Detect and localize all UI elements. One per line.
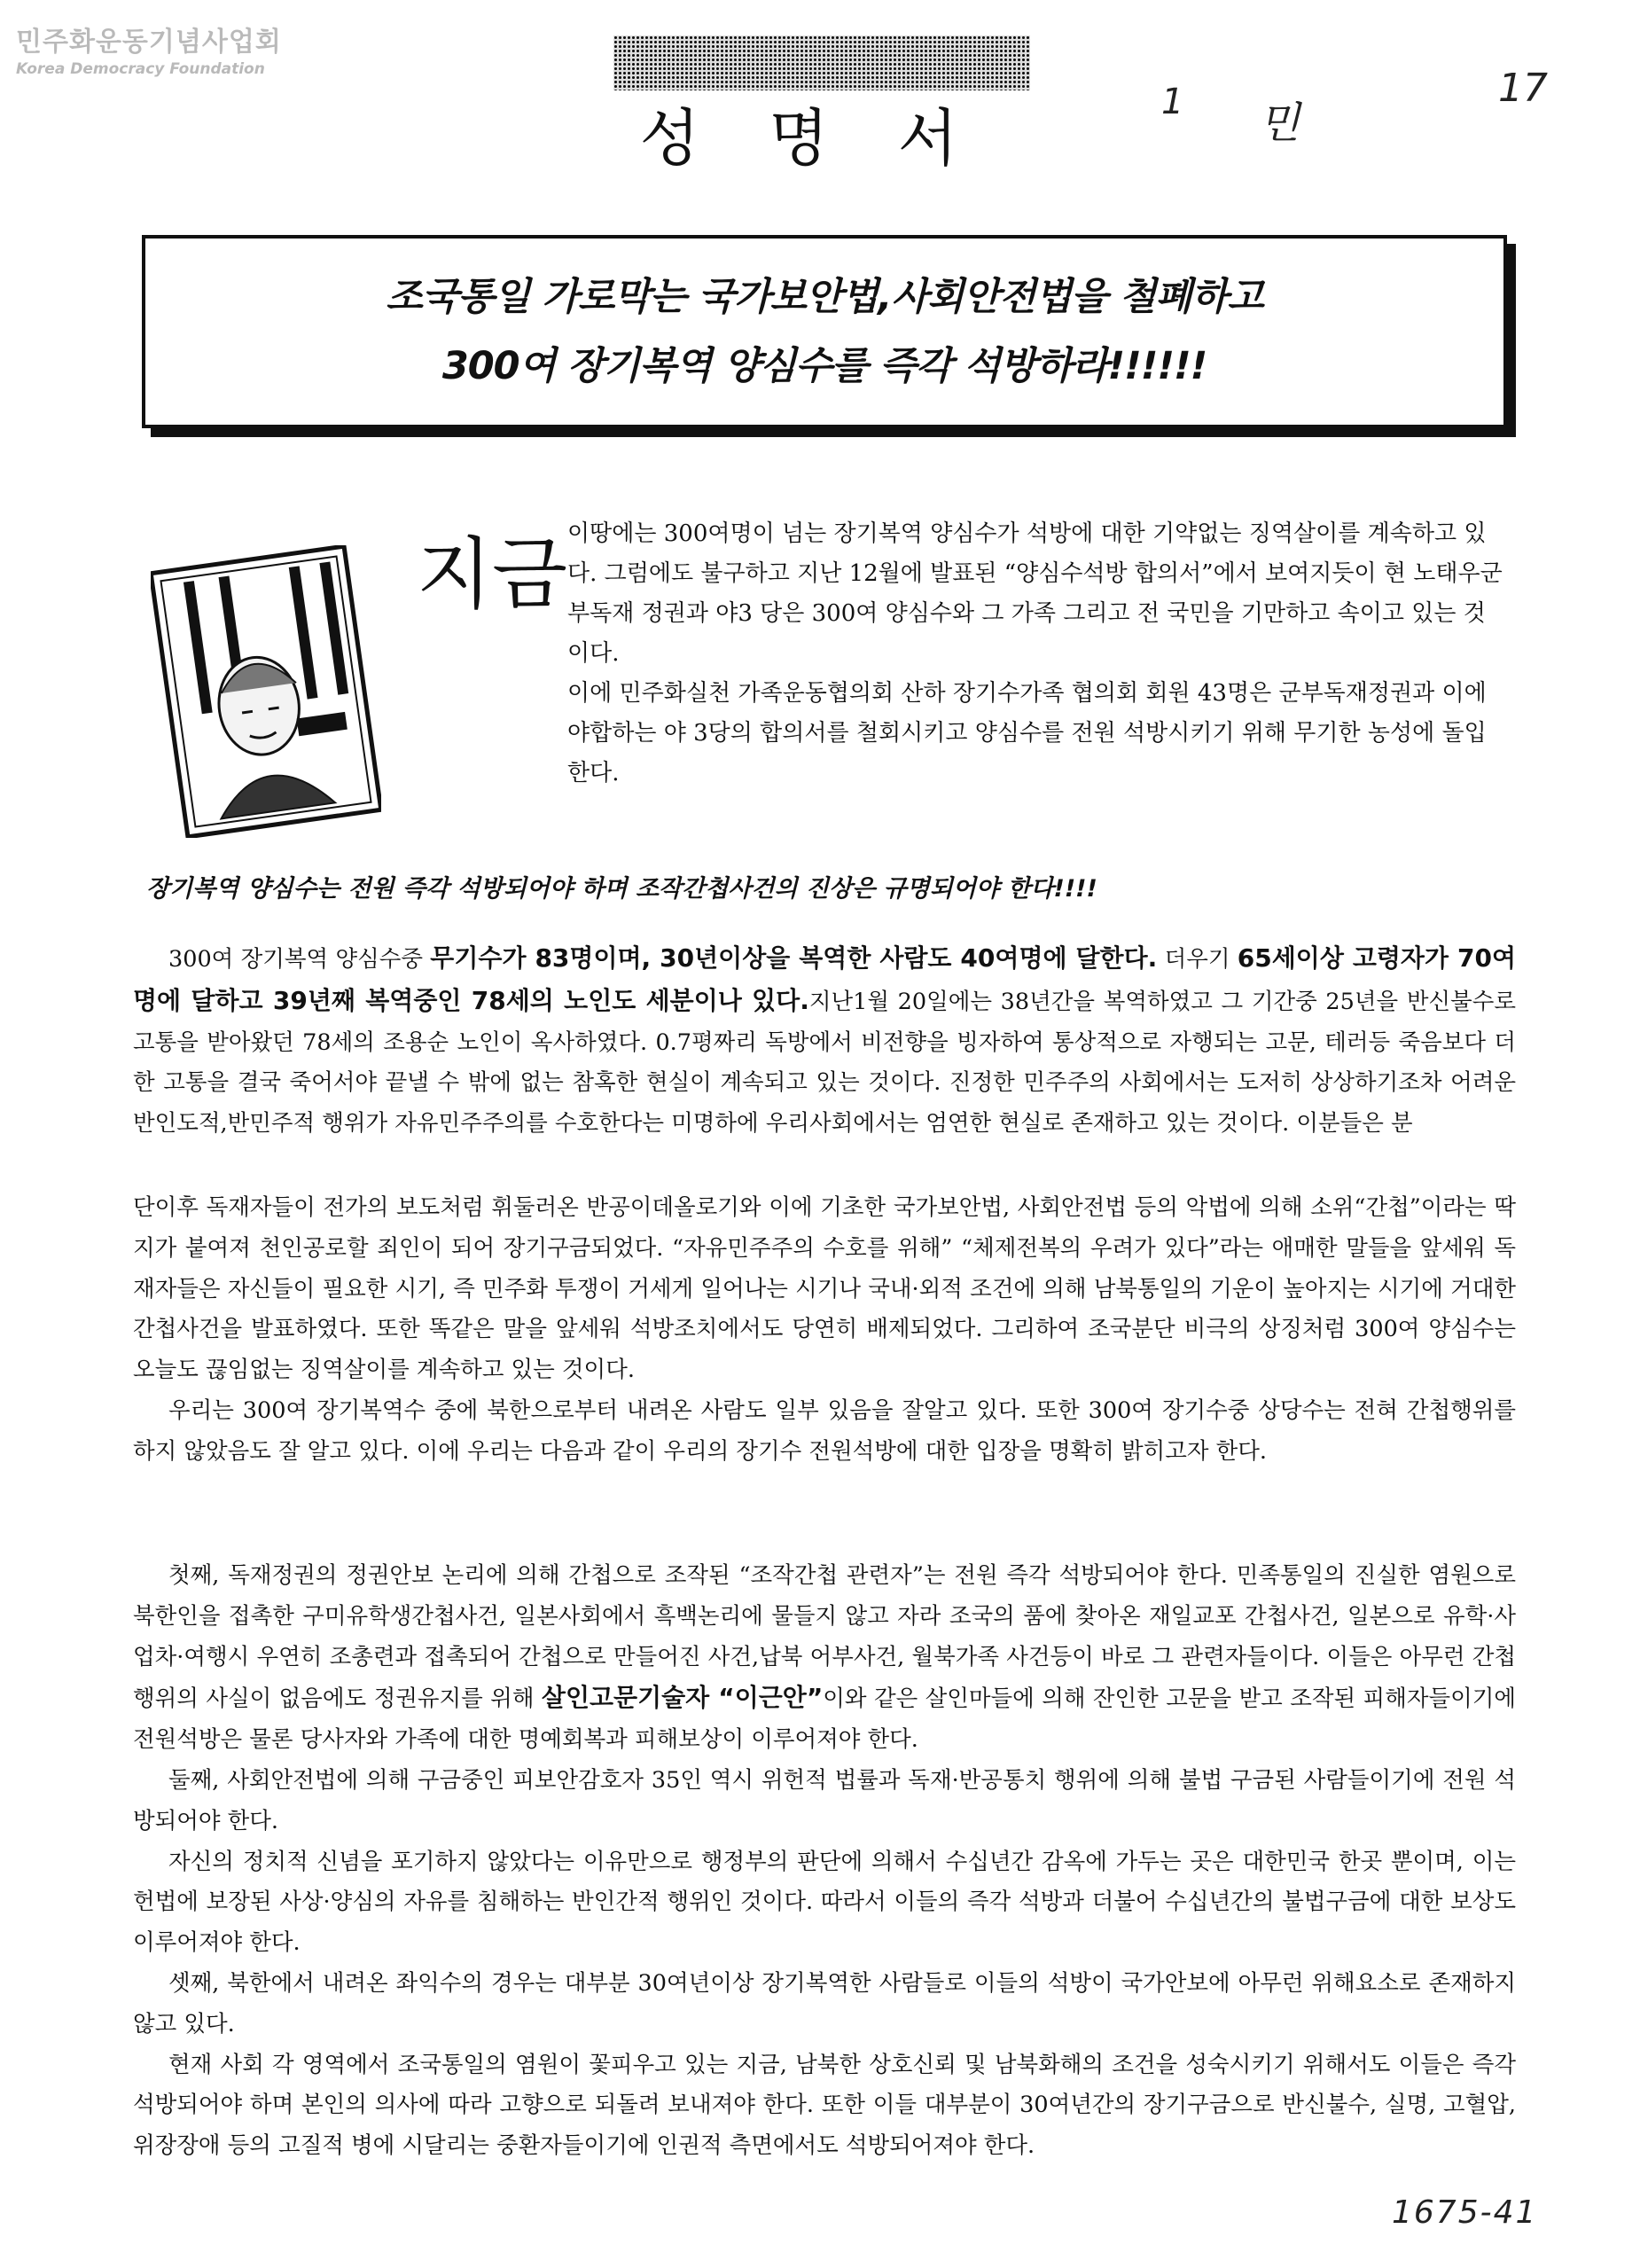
watermark <box>16 20 282 78</box>
handwritten-page-number: 1675-41 <box>1392 2194 1538 2231</box>
section-1-paragraph <box>133 938 1516 1145</box>
section-3-paragraph-1 <box>133 1556 1516 1761</box>
section-1 <box>133 938 1516 1145</box>
section-3-paragraph-4: 셋째, 북한에서 내려온 좌익수의 경우는 대부분 30여년이상 장기복역한 사람들로 이들의 석방이 국가안보에 아무런 위해요소로 존재하지 않고 있다. <box>133 1969 1516 2037</box>
section-2 <box>133 1188 1516 1473</box>
s3-text-c: 이와 같은 살인마들에 의해 잔인한 고문을 받고 조작된 피해자들이기에 전원석방은 물론 당사자와 가족에 대한 명예회복과 피해보상이 이루어져야 한다. <box>133 1685 1516 1754</box>
section-2-paragraph-1: 단이후 독재자들이 전가의 보도처럼 휘둘러온 반공이데올로기와 이에 기초한 국가보안법, 사회안전법 등의 악법에 의해 소위“간첩”이라는 딱지가 붙여져 천인공로할 죄인이 되어 장기구금되었다. “자유민주주의 수호를 위해” “체제전복의 우려가 있다”라는 애매한 말들을 앞세워 독재자들은 자신들이 필요한 시기, 즉 민주화 투쟁이 거세게 일어나는 시기나 국내·외적 조건에 의해 남북통일의 기운이 높아지는 시기에 거대한 간첩사건을 발표하였다. 또한 똑같은 말을 앞세워 석방조치에서도 당연히 배제되었다. 그리하여 조국분단 비극의 상징처럼 300여 양심수는 오늘도 끊임없는 징역살이를 계속하고 있는 것이다. <box>133 1194 1516 1384</box>
s1-text-a: 300여 장기복역 양심수중 <box>168 946 431 973</box>
s3-text-a: 첫째, 독재정권의 정권안보 논리에 의해 간첩으로 조작된 “조작간첩 관련자”는 전원 즉각 석방되어야 한다. 민족통일의 진실한 염원으로 북한인을 접촉한 구미유학생간첩사건, 일본사회에서 흑백논리에 물들지 않고 자라 조국의 품에 찾아온 재일교포 간첩사건, 일본으로 유학·사업차·여행시 우연히 조총련과 접촉되어 간첩으로 만들어진 사건,납북 어부사건, 월북가족 사건등이 바로 그 관련자들이다. 이들은 아무런 간첩행위의 사실이 없음에도 정권유지를 위해 <box>133 1562 1516 1713</box>
intro-paragraph-1: 이땅에는 300여명이 넘는 장기복역 양심수가 석방에 대한 기약없는 징역살이를 계속하고 있다. 그럼에도 불구하고 지난 12월에 발표된 “양심수석방 합의서”에서 보여지듯이 현 노태우군부독재 정권과 야3 당은 300여 양심수와 그 가족 그리고 전 국민을 기만하고 속이고 있는 것이다. <box>567 520 1503 667</box>
headline-line-2: 300여 장기복역 양심수를 즉각 석방하라!!!!!! <box>441 344 1207 388</box>
section-3 <box>133 1556 1516 2167</box>
handwritten-mark-1: 1 <box>1161 82 1184 122</box>
dotted-header-band <box>613 35 1030 90</box>
document-title: 성명서 <box>639 102 1027 175</box>
prisoner-illustration <box>151 545 381 838</box>
section-subheading: 장기복역 양심수는 전원 즉각 석방되어야 하며 조작간첩사건의 진상은 규명되어야 한다!!!! <box>146 875 1097 903</box>
section-2-paragraph-2: 우리는 300여 장기복역수 중에 북한으로부터 내려온 사람도 일부 있음을 잘알고 있다. 또한 300여 장기수중 상당수는 전혀 간첩행위를 하지 않았음도 잘 알고 있다. 이에 우리는 다음과 같이 우리의 장기수 전원석방에 대한 입장을 명확히 밝히고자 한다. <box>133 1396 1516 1465</box>
watermark-korean: 민주화운동기념사업회 <box>16 27 282 58</box>
handwritten-mark-2: 민 <box>1259 98 1300 148</box>
intro-paragraph-2: 이에 민주화실천 가족운동협의회 산하 장기수가족 협의회 회원 43명은 군부독재정권과 이에 야합하는 야 3당의 합의서를 철회시키고 양심수를 전원 석방시키기 위해 무기한 농성에 돌입한다. <box>567 680 1487 786</box>
watermark-english: Korea Democracy Foundation <box>16 60 265 78</box>
s1-text-c: 더우기 <box>1157 946 1238 973</box>
handwritten-mark-3: 17 <box>1498 66 1548 111</box>
intro-text <box>567 514 1507 794</box>
section-3-paragraph-2: 둘째, 사회안전법에 의해 구금중인 피보안감호자 35인 역시 위헌적 법률과 독재·반공통치 행위에 의해 불법 구금된 사람들이기에 전원 석방되어야 한다. <box>133 1766 1516 1834</box>
section-3-paragraph-5: 현재 사회 각 영역에서 조국통일의 염원이 꽃피우고 있는 지금, 남북한 상호신뢰 및 남북화해의 조건을 성숙시키기 위해서도 이들은 즉각 석방되어야 하며 본인의 의사에 따라 고향으로 되돌려 보내져야 한다. 또한 이들 대부분이 30여년간의 장기구금으로 반신불수, 실명, 고혈압, 위장장애 등의 고질적 병에 시달리는 중환자들이기에 인권적 측면에서도 석방되어져야 한다. <box>133 2051 1516 2160</box>
s1-bold-statistic-1: 무기수가 83명이며, 30년이상을 복역한 사람도 40여명에 달한다. <box>430 943 1158 973</box>
s1-text-e: 지난1월 20일에는 38년간을 복역하였고 그 기간중 25년을 반신불수로 고통을 받아왔던 78세의 조용순 노인이 옥사하였다. 0.7평짜리 독방에서 비전향을 빙자하여 통상적으로 자행되는 고문, 테러등 죽음보다 더한 고통을 결국 죽어서야 끝낼 수 밖에 없는 참혹한 현실이 계속되고 있는 것이다. 진정한 민주주의 사회에서는 도저히 상상하기조차 어려운 반인도적,반민주적 행위가 자유민주주의를 수호한다는 미명하에 우리사회에서는 엄연한 현실로 존재하고 있는 것이다. 이분들은 분 <box>133 988 1516 1138</box>
section-3-paragraph-3: 자신의 정치적 신념을 포기하지 않았다는 이유만으로 행정부의 판단에 의해서 수십년간 감옥에 가두는 곳은 대한민국 한곳 뿐이며, 이는 헌법에 보장된 사상·양심의 자유를 침해하는 반인간적 행위인 것이다. 따라서 이들의 즉각 석방과 더불어 수십년간의 불법구금에 대한 보상도 이루어져야 한다. <box>133 1848 1516 1957</box>
headline-box <box>142 235 1507 428</box>
s1-bold-statistic-2: 65세이상 고령자가 70여명에 달하고 39년째 복역중인 78세의 노인도 세분이나 있다. <box>133 943 1516 1015</box>
headline-line-1: 조국통일 가로막는 국가보안법,사회안전법을 철폐하고 <box>386 275 1263 319</box>
s3-bold-name: 살인고문기술자 “이근안” <box>541 1683 824 1713</box>
intro-lead-word: 지금 <box>417 528 568 620</box>
